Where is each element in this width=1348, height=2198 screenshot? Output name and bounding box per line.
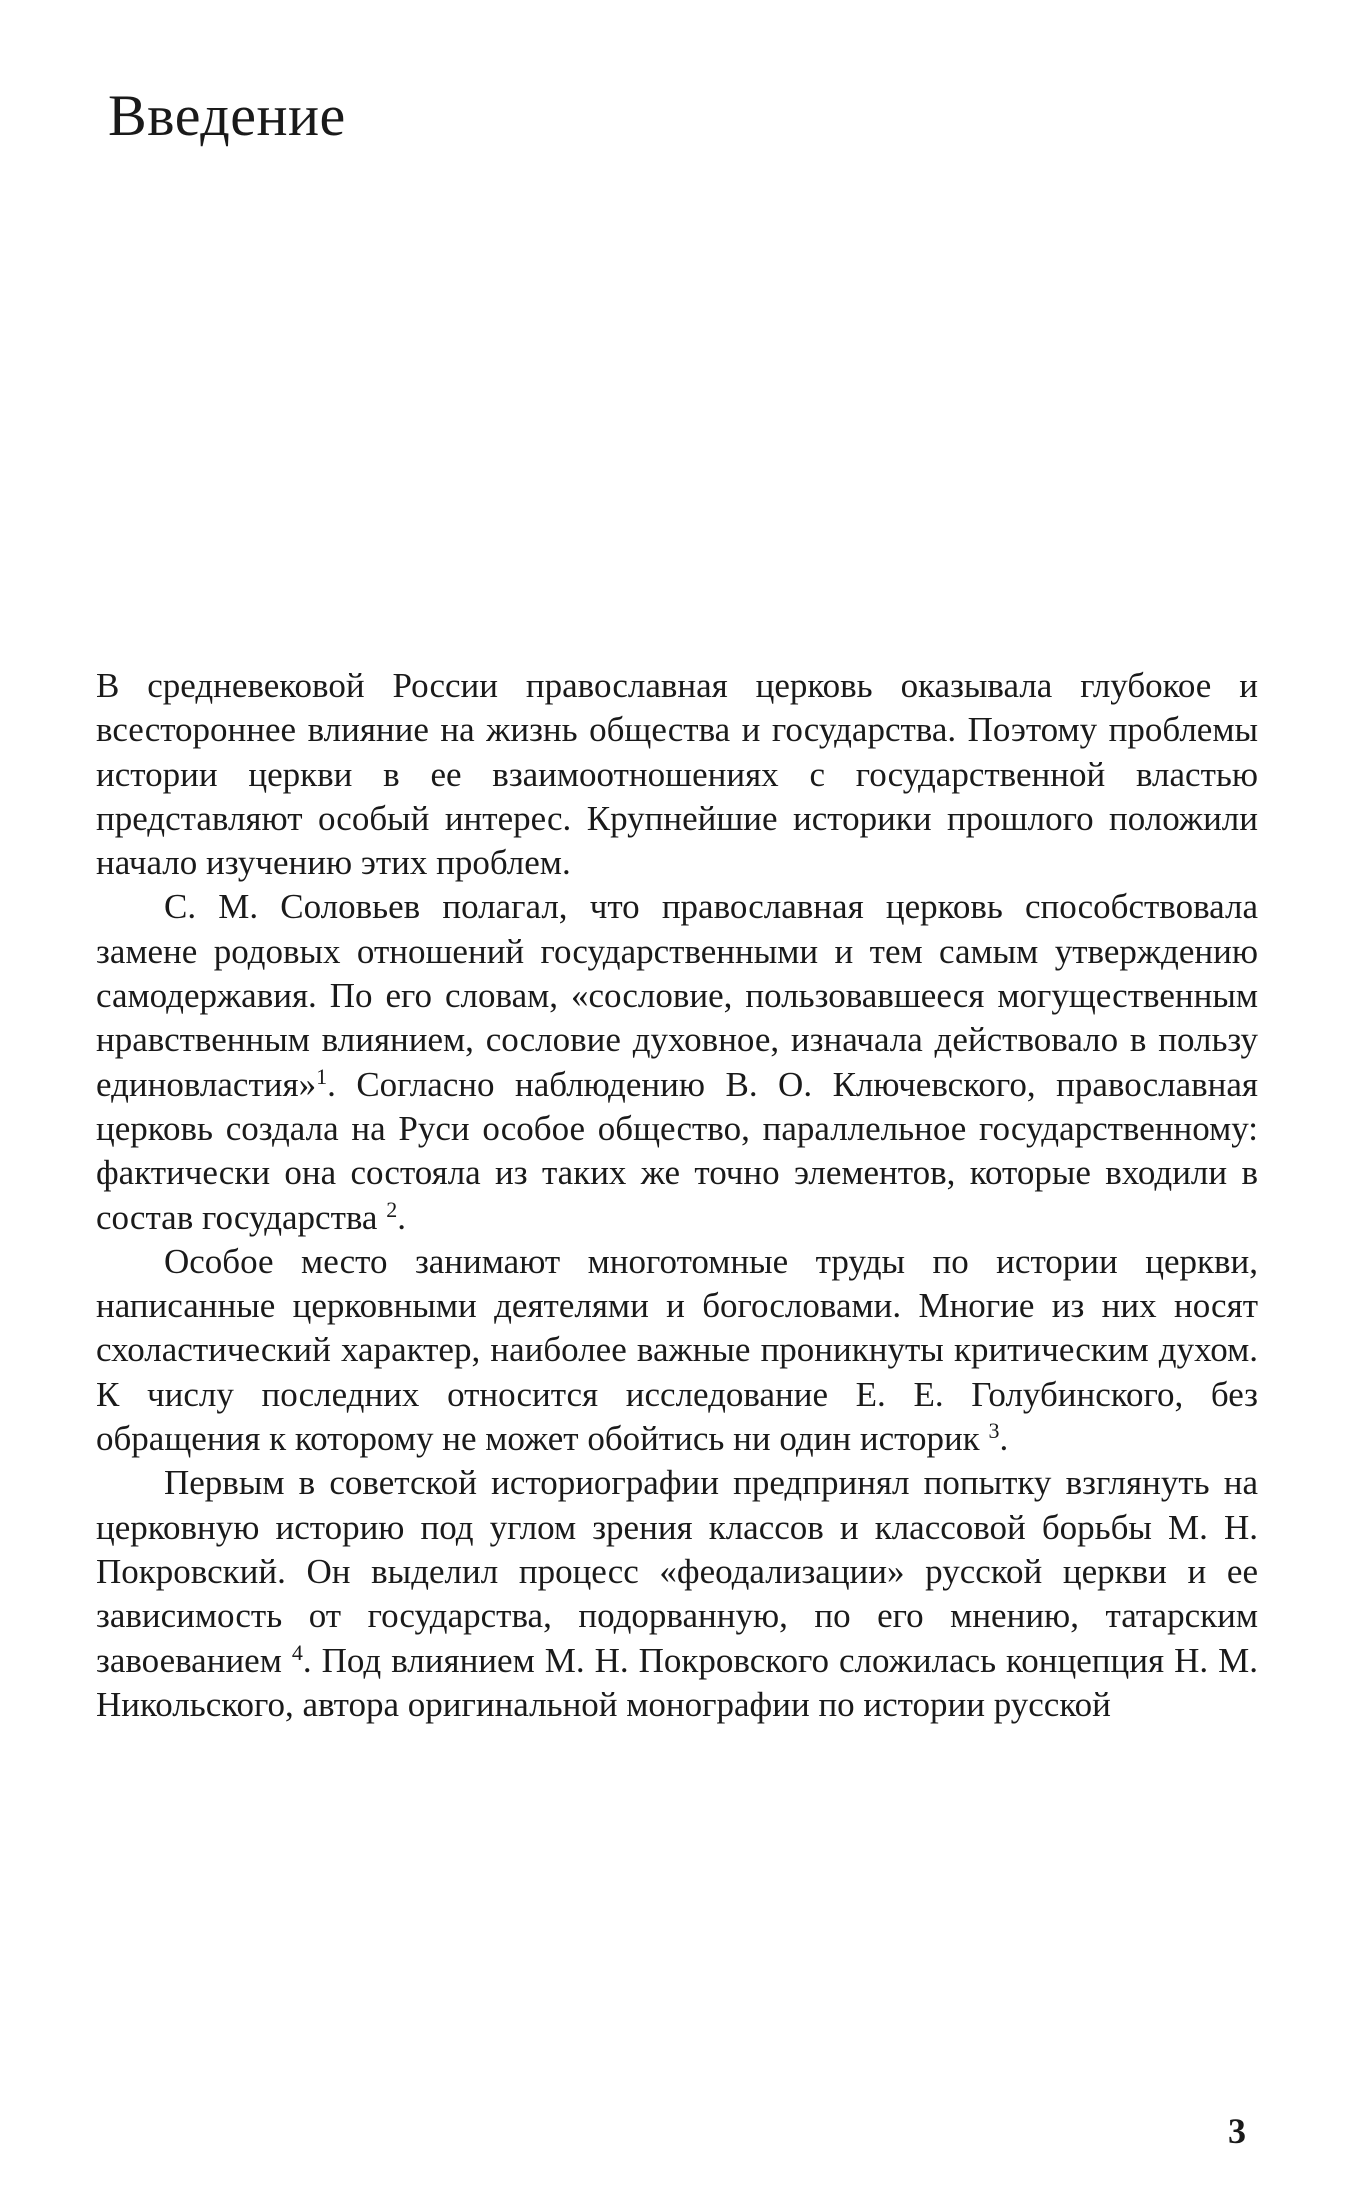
paragraph-text: Особое место занимают многотомные труды по истории церкви, написанные церковными деятелями и богословами. Многие из них носят схоластический характер, наиболее важные проникнуты критическим духом. К числу последних относится исследование Е. Е. Голубинского, без обращения к которому не может обойтись ни один историк — [96, 1241, 1258, 1459]
paragraph-text: С. М. Соловьев полагал, что православная церковь способствовала замене родовых отношений государственными и тем самым утверждению самодержавия. По его словам, «сословие, пользовавшееся могущественным нравственным влиянием, сословие духовное, изначала действовало в пользу единовластия» — [96, 887, 1258, 1104]
footnote-marker: 3 — [988, 1418, 1000, 1444]
chapter-title: Введение — [108, 83, 346, 148]
paragraph — [96, 885, 1258, 1239]
paragraph — [96, 664, 1258, 885]
paragraph — [96, 1461, 1258, 1727]
paragraph-text: . — [397, 1197, 406, 1237]
paragraph-text: . — [999, 1419, 1009, 1459]
body-text — [96, 664, 1258, 1727]
paragraph-text: Первым в советской историографии предпринял попытку взглянуть на церковную историю под углом зрения классов и классовой борьбы М. Н. Покровский. Он выделил процесс «феодализации» русской церкви и ее зависимость от государства, подорванную, по его мнению, татарским завоеванием — [96, 1463, 1258, 1680]
paragraph — [96, 1240, 1258, 1461]
footnote-marker: 2 — [386, 1196, 398, 1222]
footnote-marker: 1 — [316, 1063, 328, 1089]
footnote-marker: 4 — [291, 1639, 303, 1665]
page-number: 3 — [1228, 2111, 1246, 2151]
paragraph-text: . Под влиянием М. Н. Покровского сложилась концепция Н. М. Никольского, автора оригинальной монографии по истории русской — [96, 1640, 1258, 1724]
paragraph-text: В средневековой России православная церковь оказывала глубокое и всестороннее влияние на жизнь общества и государства. Поэтому проблемы истории церкви в ее взаимоотношениях с государственной властью представляют особый интерес. Крупнейшие историки прошлого положили начало изучению этих проблем. — [96, 666, 1258, 883]
paragraph-text: . Согласно наблюдению В. О. Ключевского, православная церковь создала на Руси особое общество, параллельное государственному: фактически она состояла из таких же точно элементов, которые входили в состав государства — [96, 1064, 1258, 1237]
